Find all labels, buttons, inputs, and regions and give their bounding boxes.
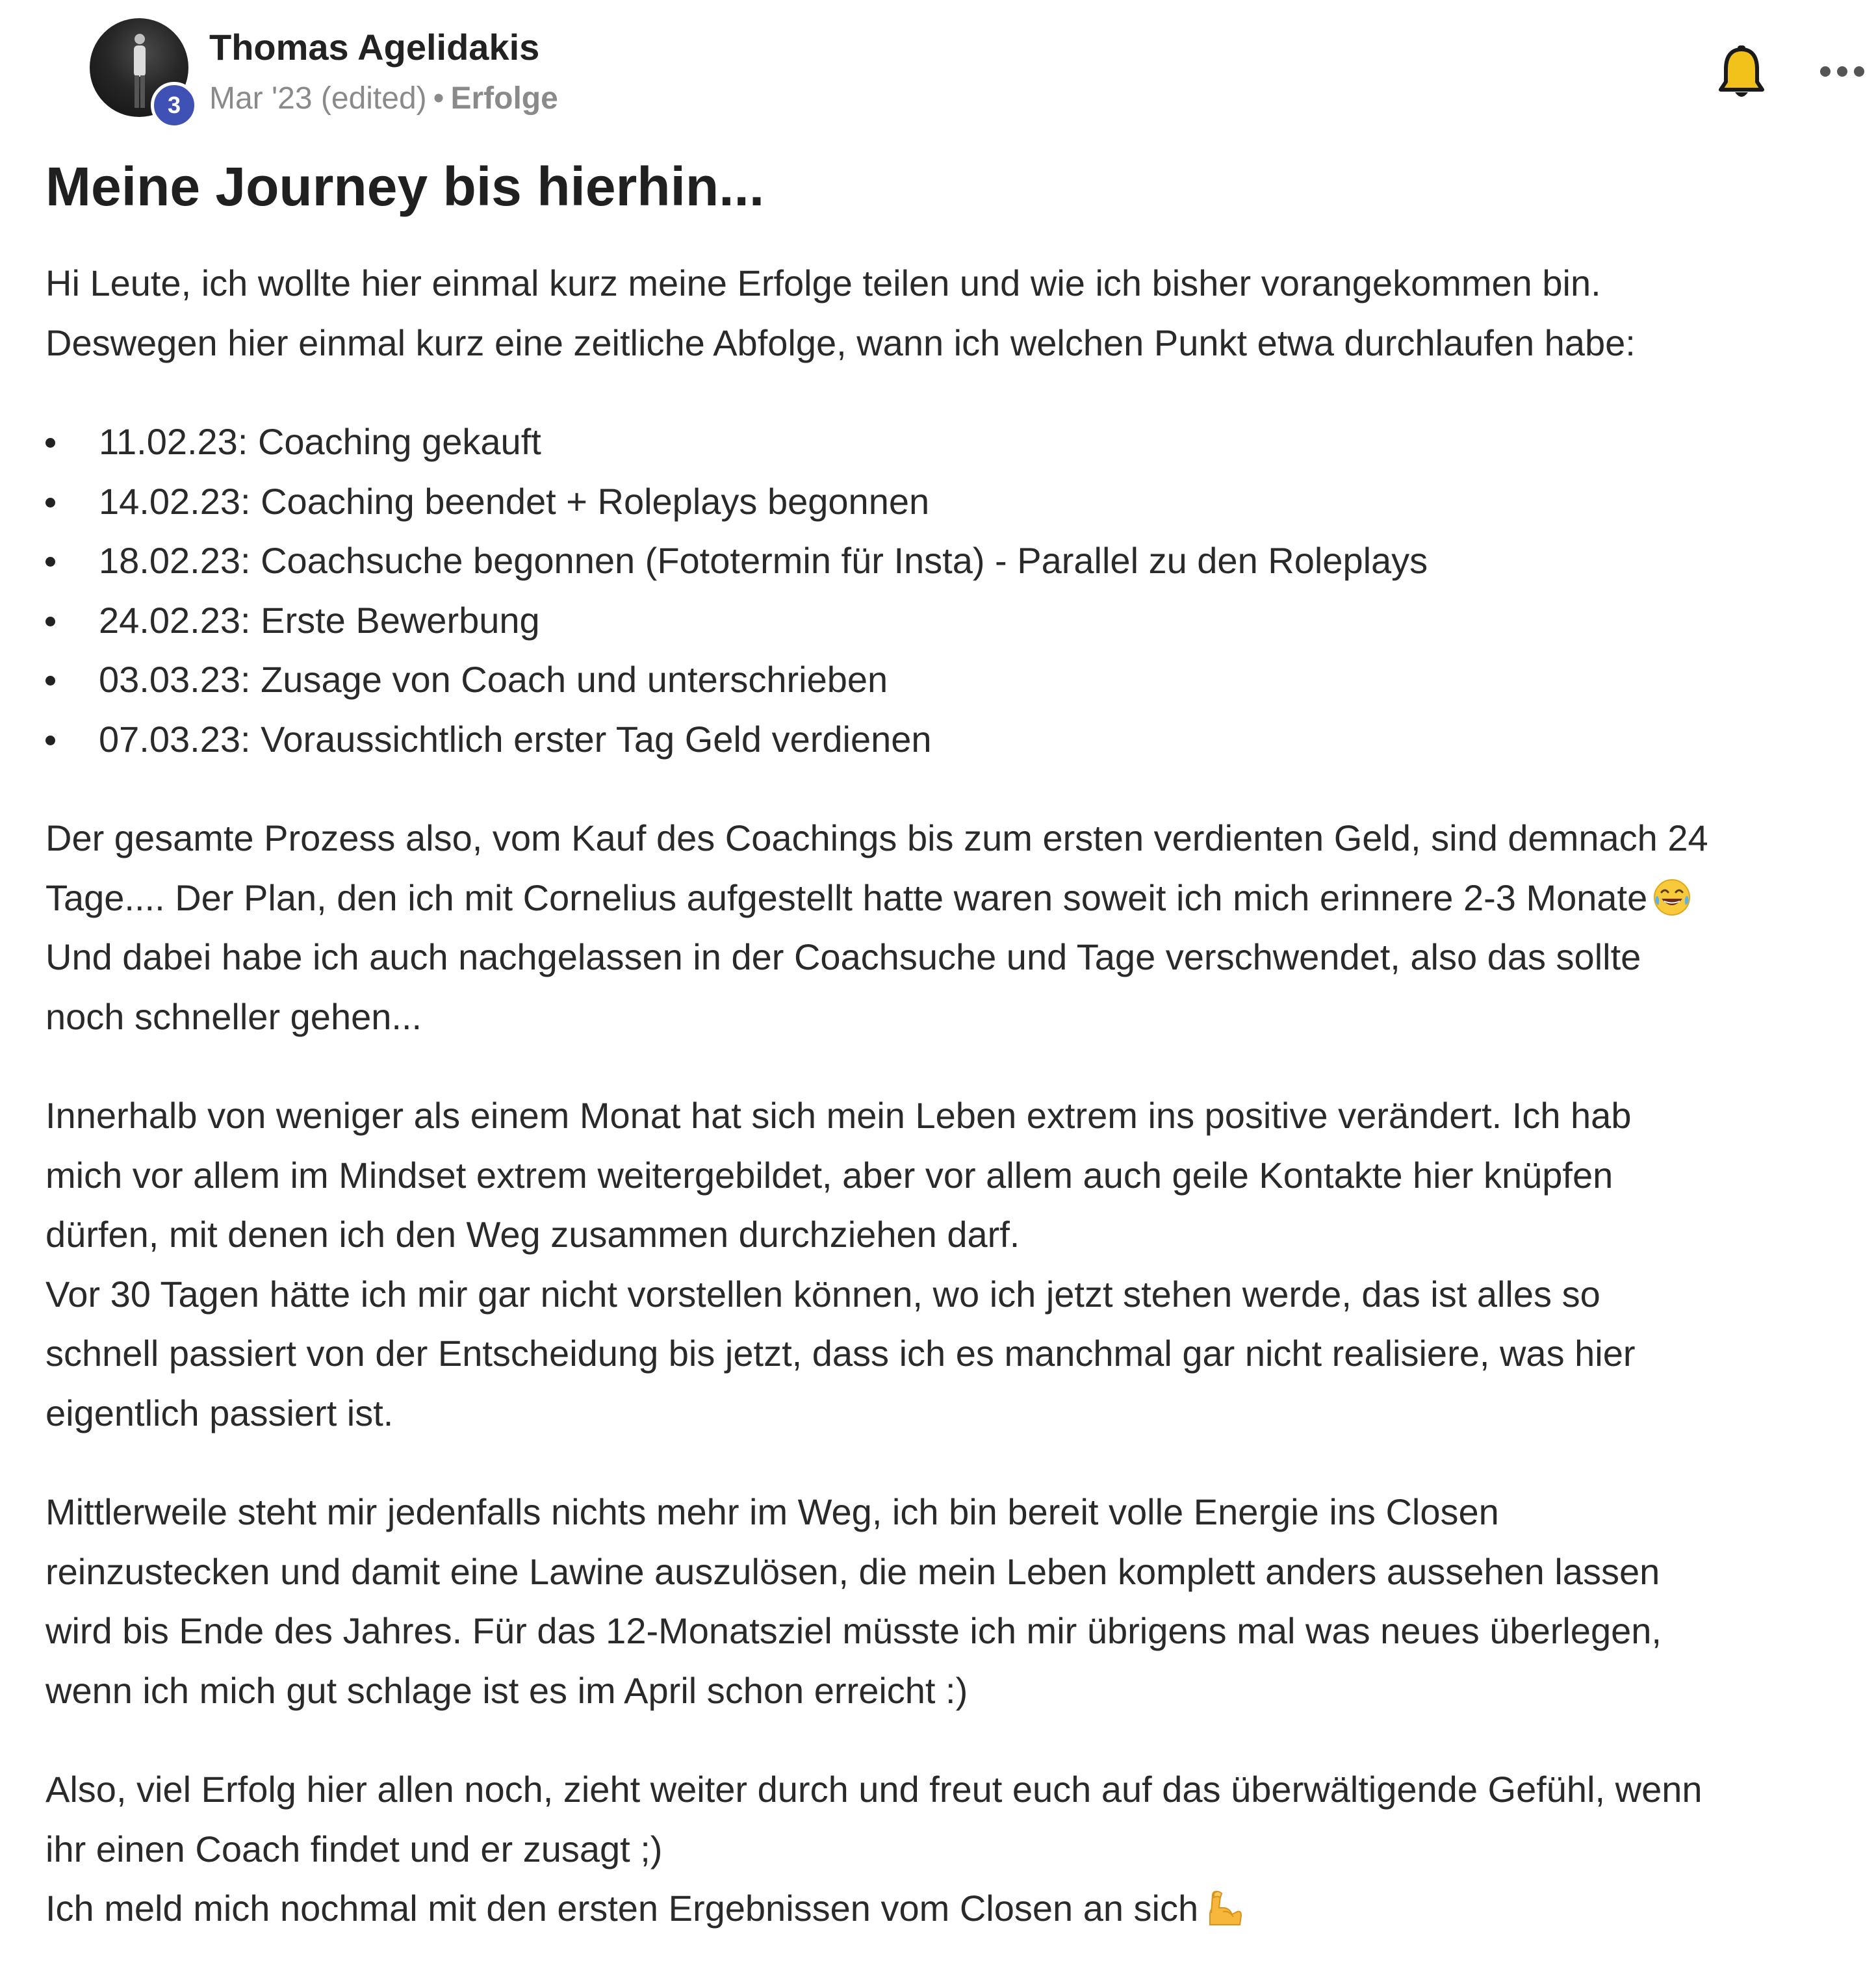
notification-bell-button[interactable] [1715, 44, 1767, 103]
laughing-emoji [1652, 878, 1691, 917]
more-options-icon [1816, 57, 1868, 86]
post-header [45, 0, 1831, 133]
process-paragraph [45, 808, 1852, 1046]
post-title: Meine Journey bis hierhin... [45, 156, 765, 217]
text-line: reinzustecken und damit eine Lawine auszulösen, die mein Leben komplett anders aussehen lassen [45, 1550, 1660, 1592]
text-line: eigentlich passiert ist. [45, 1392, 394, 1433]
post-meta [209, 79, 558, 118]
bell-icon [1715, 44, 1767, 103]
author-name[interactable]: Thomas Agelidakis [209, 27, 540, 68]
text-line: schnell passiert von der Entscheidung bis jetzt, dass ich es manchmal gar nicht realisiere, was hier [45, 1333, 1636, 1374]
text-line: Mittlerweile steht mir jedenfalls nichts mehr im Weg, ich bin bereit volle Energie ins Closen [45, 1491, 1499, 1532]
text-line: Innerhalb von weniger als einem Monat hat sich mein Leben extrem ins positive verändert. Ich hab [45, 1095, 1632, 1136]
intro-paragraph [45, 253, 1852, 372]
text-line: wenn ich mich gut schlage ist es im April schon erreicht :) [45, 1669, 968, 1711]
text-line: Vor 30 Tagen hätte ich mir gar nicht vorstellen können, wo ich jetzt stehen werde, das ist alles so [45, 1273, 1600, 1315]
text-line: Ich meld mich nochmal mit den ersten Ergebnissen vom Closen an sich [45, 1888, 1199, 1929]
text-line-with-emoji [45, 1879, 1852, 1938]
text-line: Deswegen hier einmal kurz eine zeitliche Abfolge, wann ich welchen Punkt etwa durchlaufen habe: [45, 322, 1636, 363]
timeline-item: 07.03.23: Voraussichtlich erster Tag Geld verdienen [45, 710, 1852, 769]
meta-separator: • [433, 81, 444, 116]
timeline-list [45, 412, 1852, 769]
text-line: Hi Leute, ich wollte hier einmal kurz meine Erfolge teilen und wie ich bisher vorangekommen bin. [45, 263, 1601, 303]
text-line: noch schneller gehen... [45, 995, 422, 1037]
text-line: wird bis Ende des Jahres. Für das 12-Monatsziel müsste ich mir übrigens mal was neues überlegen, [45, 1610, 1662, 1651]
text-line: Tage.... Der Plan, den ich mit Cornelius aufgestellt hatte waren soweit ich mich erinnere 2-3 Monate [45, 877, 1648, 918]
post-body [45, 253, 1852, 1978]
text-line: mich vor allem im Mindset extrem weitergebildet, aber vor allem auch geile Kontakte hier knüpfen [45, 1154, 1613, 1196]
text-line: dürfen, mit denen ich den Weg zusammen durchziehen darf. [45, 1214, 1020, 1255]
text-line: Der gesamte Prozess also, vom Kauf des Coachings bis zum ersten verdienten Geld, sind demnach 24 [45, 817, 1708, 858]
timeline-item: 11.02.23: Coaching gekauft [45, 412, 1852, 472]
avatar-person-figure [130, 32, 149, 110]
text-line: Also, viel Erfolg hier allen noch, zieht weiter durch und freut euch auf das überwältigende Gefühl, wenn [45, 1769, 1703, 1810]
post-date: Mar '23 (edited) [209, 81, 427, 116]
text-line: Und dabei habe ich auch nachgelassen in der Coachsuche und Tage verschwendet, also das sollte [45, 936, 1641, 977]
flexed-biceps-emoji [1203, 1888, 1242, 1927]
life-change-paragraph [45, 1086, 1852, 1443]
post-category[interactable]: Erfolge [450, 81, 558, 116]
text-line-with-emoji [45, 868, 1852, 928]
goal-paragraph [45, 1482, 1852, 1720]
level-badge: 3 [151, 82, 198, 129]
text-line: ihr einen Coach findet und er zusagt ;) [45, 1828, 663, 1869]
timeline-item: 03.03.23: Zusage von Coach und unterschrieben [45, 650, 1852, 710]
timeline-item: 14.02.23: Coaching beendet + Roleplays begonnen [45, 472, 1852, 532]
timeline-item: 24.02.23: Erste Bewerbung [45, 591, 1852, 650]
closing-paragraph [45, 1760, 1852, 1938]
more-options-button[interactable] [1816, 57, 1868, 86]
timeline-item: 18.02.23: Coachsuche begonnen (Fototermin für Insta) - Parallel zu den Roleplays [45, 531, 1852, 591]
